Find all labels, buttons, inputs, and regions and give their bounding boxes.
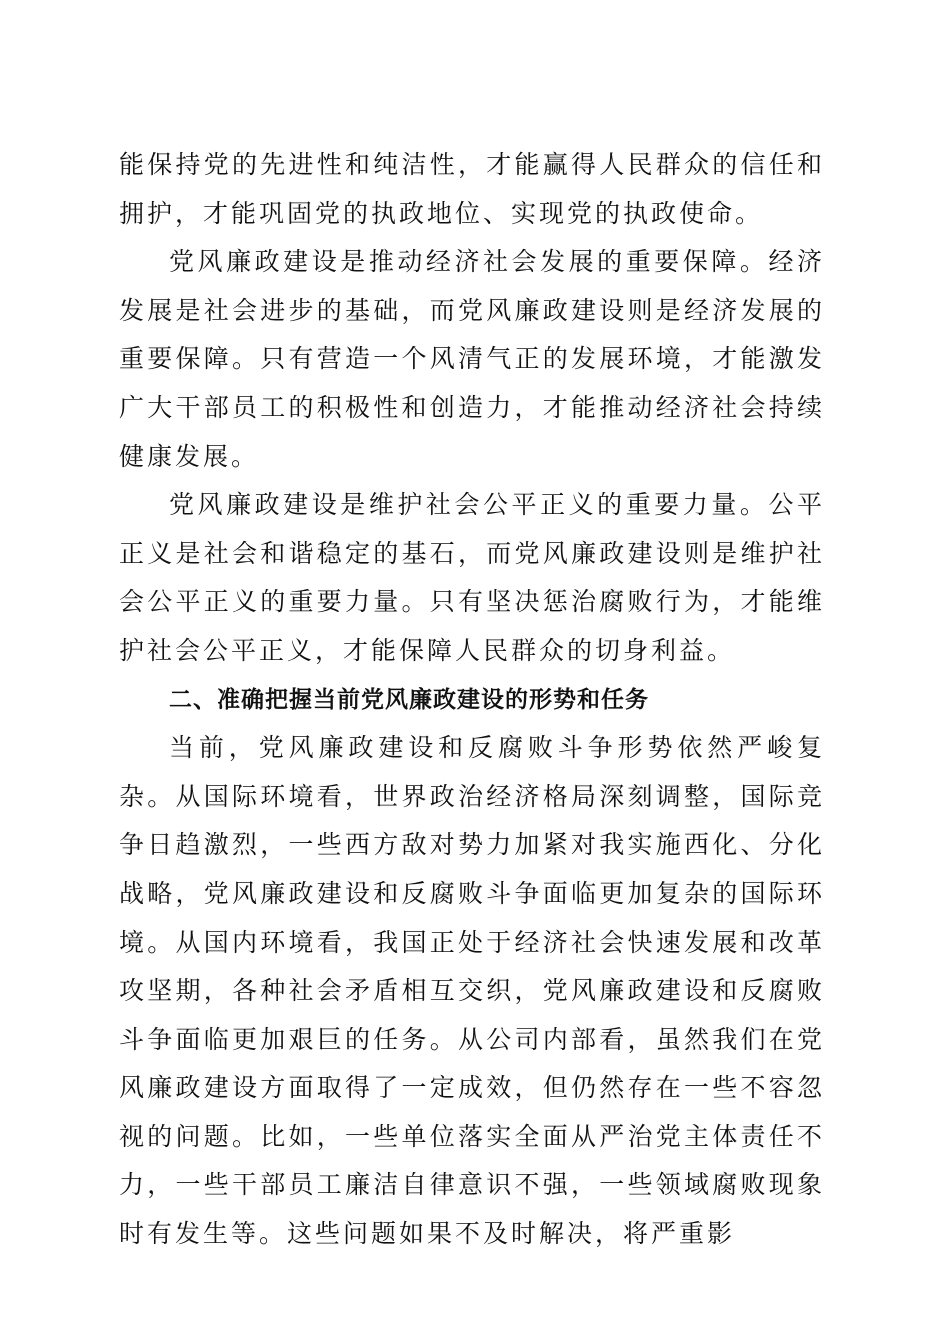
paragraph-social-justice: 党风廉政建设是维护社会公平正义的重要力量。公平正义是社会和谐稳定的基石，而党风廉政建设则是维护社会公平正义的重要力量。只有坚决惩治腐败行为，才能维护社会公平正义，才能保障人民群众的切身利益。 — [119, 490, 825, 665]
paragraph-economic-guarantee: 党风廉政建设是推动经济社会发展的重要保障。经济发展是社会进步的基础，而党风廉政建设则是经济发展的重要保障。只有营造一个风清气正的发展环境，才能激发广大干部员工的积极性和创造力，才能推动经济社会持续健康发展。 — [119, 247, 825, 471]
paragraph-current-situation: 当前，党风廉政建设和反腐败斗争形势依然严峻复杂。从国际环境看，世界政治经济格局深刻调整，国际竞争日趋激烈，一些西方敌对势力加紧对我实施西化、分化战略，党风廉政建设和反腐败斗争面临更加复杂的国际环境。从国内环境看，我国正处于经济社会快速发展和改革攻坚期，各种社会矛盾相互交织，党风廉政建设和反腐败斗争面临更加艰巨的任务。从公司内部看，虽然我们在党风廉政建设方面取得了一定成效，但仍然存在一些不容忽视的问题。比如，一些单位落实全面从严治党主体责任不力，一些干部员工廉洁自律意识不强，一些领域腐败现象时有发生等。这些问题如果不及时解决，将严重影 — [119, 733, 825, 1249]
paragraph-continuation: 能保持党的先进性和纯洁性，才能赢得人民群众的信任和拥护，才能巩固党的执政地位、实现党的执政使命。 — [119, 150, 825, 228]
section-heading: 二、准确把握当前党风廉政建设的形势和任务 — [169, 686, 649, 713]
document-body — [119, 141, 825, 1259]
